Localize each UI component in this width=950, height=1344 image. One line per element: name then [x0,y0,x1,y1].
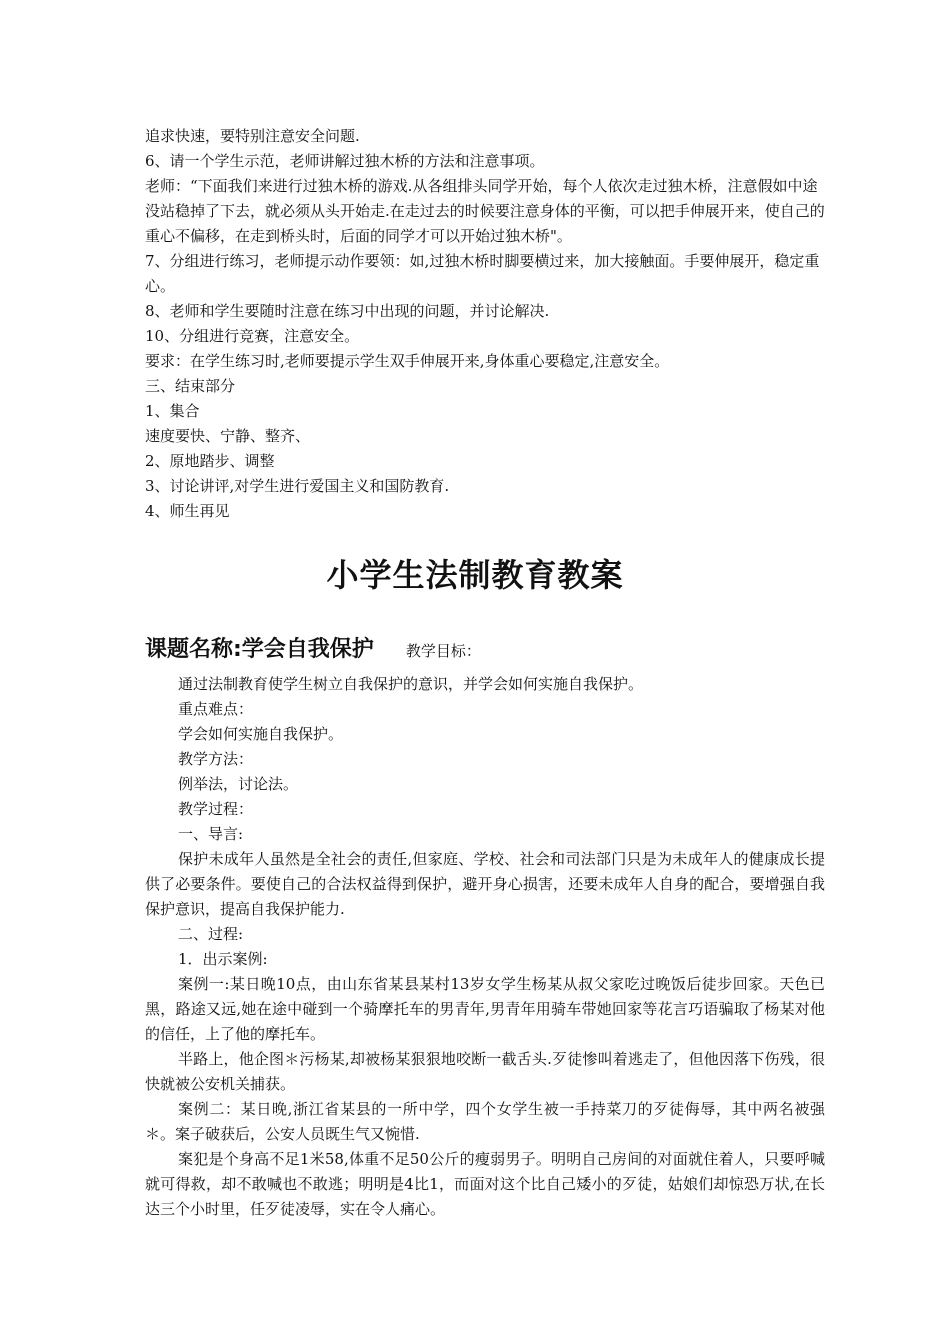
lesson-body [145,672,825,1222]
text-line: 3、讨论讲评,对学生进行爱国主义和国防教育. [145,477,450,495]
section-heading: 三、结束部分 [145,377,236,395]
paragraph: 重点难点： [178,700,254,718]
text-line: 追求快速，要特别注意安全问题. [145,127,360,145]
text-line: 4、师生再见 [145,502,230,520]
text-line: 速度要快、宁静、整齐、 [145,427,311,445]
text-line: 老师：“下面我们来进行过独木桥的游戏.从各组排头同学开始，每个人依次走过独木桥，注意假如中途没站稳掉了下去，就必须从头开始走.在走过去的时候要注意身体的平衡，可以把手伸展开来，使自己的重心不偏移，在走到桥头时，后面的同学才可以开始过独木桥"。 [145,177,825,245]
text-line: 10、分组进行竞赛，注意安全。 [145,327,360,345]
document-title: 小学生法制教育教案 [326,556,624,594]
paragraph: 案例二：某日晚,浙江省某县的一所中学，四个女学生被一手持菜刀的歹徒侮辱，其中两名被强＊。案子破获后，公安人员既生气又惋惜. [145,1100,825,1143]
paragraph: 二、过程: [178,925,244,943]
paragraph: 学会如何实施自我保护。 [178,725,344,743]
text-line: 8、老师和学生要随时注意在练习中出现的问题，并讨论解决. [145,302,550,320]
lesson-name: 课题名称:学会自我保护 [145,637,374,662]
paragraph: 1．出示案例: [178,950,268,968]
paragraph: 保护未成年人虽然是全社会的责任,但家庭、学校、社会和司法部门只是为未成年人的健康成长提供了必要条件。要使自己的合法权益得到保护，避开身心损害，还要未成年人自身的配合，要增强自我保护意识，提高自我保护能力. [145,850,825,918]
goal-label: 教学目标： [405,642,481,660]
text-line: 6、请一个学生示范，老师讲解过独木桥的方法和注意事项。 [145,152,545,170]
paragraph: 教学方法： [178,750,254,768]
text-line: 要求：在学生练习时,老师要提示学生双手伸展开来,身体重心要稳定,注意安全。 [145,352,670,370]
previous-lesson-section [145,124,825,524]
text-line: 2、原地踏步、调整 [145,452,275,470]
paragraph: 教学过程： [178,800,254,818]
paragraph: 通过法制教育使学生树立自我保护的意识，并学会如何实施自我保护。 [178,675,644,693]
paragraph: 案例一:某日晚10点，由山东省某县某村13岁女学生杨某从叔父家吃过晚饭后徒步回家。天色已黑，路途又远,她在途中碰到一个骑摩托车的男青年,男青年用骑车带她回家等花言巧语骗取了杨某对他的信任，上了他的摩托车。 [145,975,825,1043]
paragraph: 案犯是个身高不足1米58,体重不足50公斤的瘦弱男子。明明自己房间的对面就住着人，只要呼喊就可得救，却不敢喊也不敢逃；明明是4比1，而面对这个比自己矮小的歹徒，姑娘们却惊恐万状,在长达三个小时里，任歹徒凌辱，实在令人痛心。 [145,1150,825,1218]
text-line: 7、分组进行练习，老师提示动作要领：如,过独木桥时脚要横过来，加大接触面。手要伸展开，稳定重心。 [145,252,820,295]
paragraph: 例举法，讨论法。 [178,775,299,793]
paragraph: 一、导言: [178,825,244,843]
lesson-header [145,632,825,666]
paragraph: 半路上，他企图＊污杨某,却被杨某狠狠地咬断一截舌头.歹徒惨叫着逃走了，但他因落下伤残，很快就被公安机关捕获。 [145,1050,825,1093]
text-line: 1、集合 [145,402,200,420]
